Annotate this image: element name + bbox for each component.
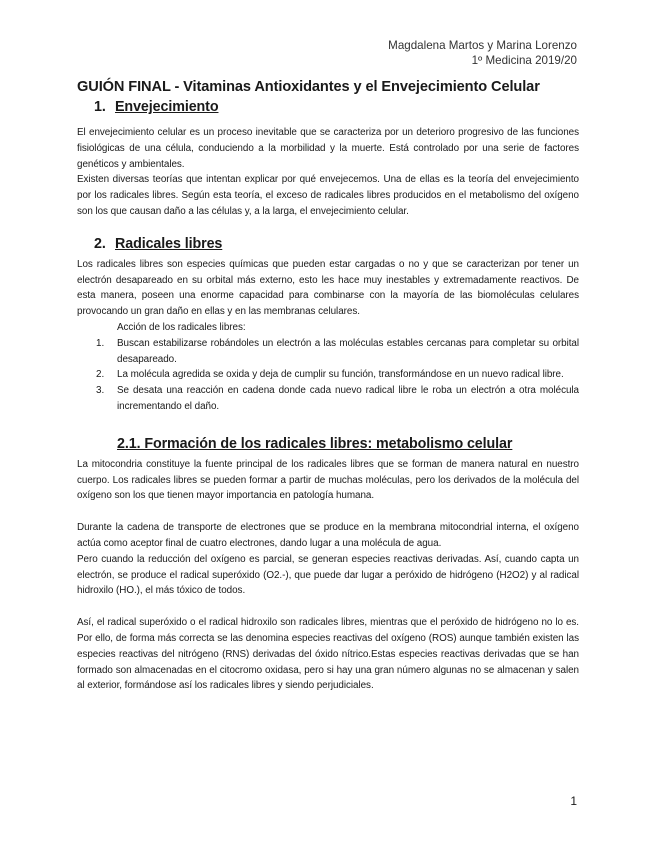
section-heading-envejecimiento <box>77 98 579 116</box>
header-authors: Magdalena Martos y Marina Lorenzo <box>388 39 577 52</box>
list-item-number: 3. <box>96 385 105 397</box>
list-item <box>96 336 579 368</box>
list-item <box>96 383 579 415</box>
paragraph: Durante la cadena de transporte de electrones que se produce en la membrana mitocondrial interna, el oxígeno actúa como aceptor final de cuatro electrones, dando lugar a una molécula de agua. <box>77 522 579 549</box>
list-item <box>96 367 579 383</box>
list-item-text: Se desata una reacción en cadena donde cada nuevo radical libre le roba un electrón a otra molécula incrementando el daño. <box>117 385 579 412</box>
page-number: 1 <box>570 794 577 808</box>
paragraph: Existen diversas teorías que intentan explicar por qué envejecemos. Una de ellas es la teoría del envejecimiento por los radicales libres. Según esta teoría, el exceso de radicales libres producidos en el metabolismo del oxígeno son los que causan daño a las células y, a la larga, el envejecimiento celular. <box>77 174 579 217</box>
section-title: Envejecimiento <box>115 99 219 115</box>
list-item-text: La molécula agredida se oxida y deja de cumplir su función, transformándose en un nuevo radical libre. <box>117 369 564 381</box>
list-item-text: Buscan estabilizarse robándoles un electrón a las moléculas estables cercanas para completar su orbital desapareado. <box>117 337 579 365</box>
document-body <box>77 78 579 694</box>
paragraph: Los radicales libres son especies químicas que pueden estar cargadas o no y que se caracterizan por tener un electrón desapareado en su orbital más externo, esto les hace muy inestables y extremadamente reactivos. De esta manera, poseen una enorme capacidad para combinarse con la mayoría de las biomoléculas celulares provocando un gran daño en ellas y en las membranas celulares. <box>77 258 579 318</box>
section-body <box>77 125 579 220</box>
header-course: 1º Medicina 2019/20 <box>471 54 577 67</box>
document-title: GUIÓN FINAL - Vitaminas Antioxidantes y el Envejecimiento Celular <box>77 79 540 95</box>
section-number: 1. <box>94 99 106 115</box>
section-body <box>77 457 579 694</box>
subsection-heading-formacion <box>77 435 579 453</box>
paragraph: El envejecimiento celular es un proceso inevitable que se caracteriza por un deterioro progresivo de las funciones fisiológicas de una célula, conduciendo a la morbilidad y la muerte. Está controlado por una serie de factores genéticos y ambientales. <box>77 127 579 170</box>
section-number: 2. <box>94 235 106 252</box>
paragraph: Así, el radical superóxido o el radical hidroxilo son radicales libres, mientras que el peróxido de hidrógeno no lo es. Por ello, de forma más correcta se las denomina especies reactivas del oxígeno (ROS) aunque también existen las especies reactivas del nitrógeno (RNS) derivadas del óxido nítrico.Estas especies reactivas derivadas que se han formado son almacenadas en el citocromo oxidasa, pero si hay una gran número algunas no se almacenan y salen al exterior, formándose así los radicales libres y siendo perjudiciales. <box>77 617 579 692</box>
section-heading-radicales-libres <box>77 235 579 253</box>
section-body <box>77 257 579 415</box>
page-header <box>388 38 577 68</box>
numbered-list <box>77 336 579 415</box>
paragraph: La mitocondria constituye la fuente principal de los radicales libres que se forman de manera natural en nuestro cuerpo. Los radicales libres se pueden formar a partir de muchas moléculas, pero los derivados de la molécula del oxígeno son los que tienen mayor importancia en patología humana. <box>77 458 579 502</box>
list-item-number: 2. <box>96 369 105 381</box>
list-intro: Acción de los radicales libres: <box>117 321 246 333</box>
subsection-title: 2.1. Formación de los radicales libres: metabolismo celular <box>117 435 513 452</box>
section-title: Radicales libres <box>115 235 223 252</box>
list-item-number: 1. <box>96 337 105 349</box>
paragraph: Pero cuando la reducción del oxígeno es parcial, se generan especies reactivas derivadas. Así, cuando capta un electrón, se produce el radical superóxido (O2.-), que puede dar lugar a peróxido de hidrógeno (H2O2) y al radical hidroxilo (HO.), el más tóxico de todos. <box>77 553 579 597</box>
